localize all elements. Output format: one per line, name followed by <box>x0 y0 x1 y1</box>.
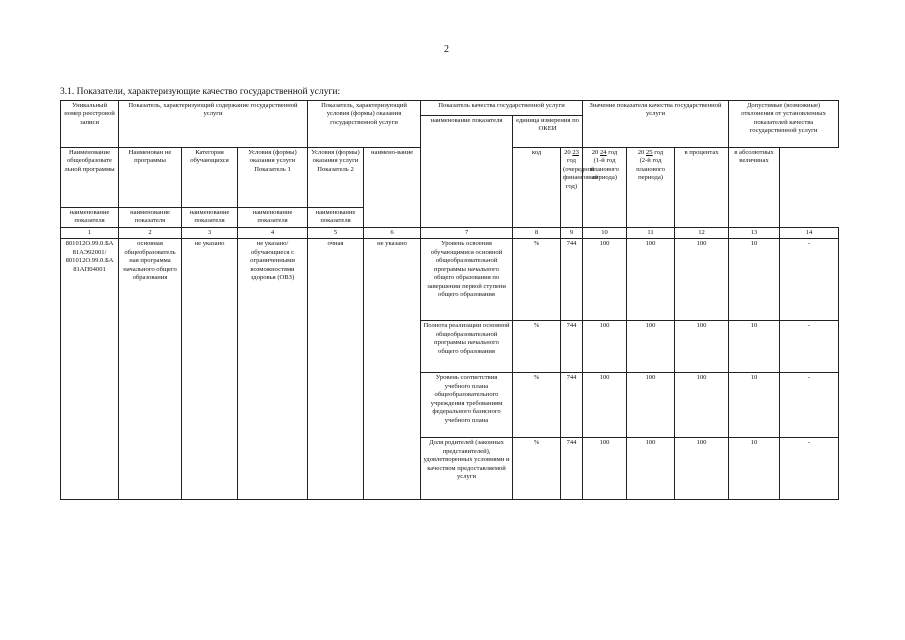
indicator-code: 744 <box>561 321 583 373</box>
indicator-value-2025: 100 <box>675 373 729 438</box>
header-year-2023: 20 23 год (очередной финансовый год) <box>561 148 583 228</box>
indicator-code: 744 <box>561 438 583 500</box>
label-indicator-3: наименование показателя <box>119 208 182 228</box>
col-num: 2 <box>119 227 182 238</box>
col-num: 11 <box>627 227 675 238</box>
col-num: 5 <box>308 227 364 238</box>
header-sub-cond1: Условия (формы) оказания услуги Показатель 1 <box>238 148 308 208</box>
indicator-unit: % <box>513 239 561 321</box>
indicator-value-2025: 100 <box>675 321 729 373</box>
label-indicator-5: наименование показателя <box>238 208 308 228</box>
header-sub-cond2: Условия (формы) оказания услуги Показатель 2 <box>308 148 364 208</box>
indicator-name: Доля родителей (законных представителей), удовлетворенных условиями и качеством предоставляемой услуги <box>421 438 513 500</box>
indicator-value-2023: 100 <box>583 373 627 438</box>
label-indicator-4: наименование показателя <box>182 208 238 228</box>
col-num: 4 <box>238 227 308 238</box>
header-unit-name: наимено-вание <box>364 148 421 228</box>
indicator-dev-absolute: - <box>780 321 839 373</box>
col-num: 14 <box>780 227 839 238</box>
header-quality-value: Значение показателя качества государственной услуги <box>583 101 729 148</box>
header-row-1 <box>61 101 839 116</box>
indicator-value-2024: 100 <box>627 373 675 438</box>
indicator-dev-absolute: - <box>780 239 839 321</box>
header-unique-number: Уникальный номер реестровой записи <box>61 101 119 148</box>
col-num: 1 <box>61 227 119 238</box>
col-num: 8 <box>513 227 561 238</box>
indicator-name: Уровень соответствия учебного плана общеобразовательного учреждения требованиям федерального базисного учебного плана <box>421 373 513 438</box>
header-unit-okei: единица измерения по ОКЕИ <box>513 116 583 148</box>
record-cond1: очная <box>308 239 364 500</box>
header-sub-program-name: Наименование общеобразовате льной программы <box>61 148 119 208</box>
indicator-value-2023: 100 <box>583 239 627 321</box>
record-program: не указано <box>182 239 238 500</box>
header-sub-category: Категория обучающихся <box>182 148 238 208</box>
header-conditions-indicator: Показатель, характеризующий условия (формы) оказания государственной услуги <box>308 101 421 148</box>
indicator-unit: % <box>513 438 561 500</box>
table-row <box>61 239 839 321</box>
label-indicator-6: наименование показателя <box>308 208 364 228</box>
indicator-value-2025: 100 <box>675 438 729 500</box>
indicator-dev-absolute: - <box>780 438 839 500</box>
col-num: 13 <box>729 227 780 238</box>
record-category: не указано/ обучающиеся с ограниченными возможностями здоровья (ОВЗ) <box>238 239 308 500</box>
indicator-value-2025: 100 <box>675 239 729 321</box>
indicator-name: Уровень освоения обучающимися основной общеобразовательной программы начального общего образования по завершении первой ступени общего образования <box>421 239 513 321</box>
header-dev-absolute: в абсолютных величинах <box>729 148 780 228</box>
indicator-dev-absolute: - <box>780 373 839 438</box>
header-indicator-name: наименование показателя <box>421 116 513 228</box>
indicator-dev-percent: 10 <box>729 321 780 373</box>
indicator-dev-percent: 10 <box>729 438 780 500</box>
indicator-dev-percent: 10 <box>729 239 780 321</box>
header-dev-percent: в процентах <box>675 148 729 228</box>
record-unique-number: 801012О.99.0.БА 81АЭ92001/ 801012О.99.0.БА 81АП04001 <box>61 239 119 500</box>
indicator-code: 744 <box>561 373 583 438</box>
col-num: 6 <box>364 227 421 238</box>
col-num: 3 <box>182 227 238 238</box>
header-year-2025: 20 25 год (2-й год планового периода) <box>627 148 675 228</box>
record-program-name: основная общеобразователь ная программа начального общего образования <box>119 239 182 500</box>
indicator-value-2023: 100 <box>583 438 627 500</box>
label-indicator-2: наименование показателя <box>61 208 119 228</box>
indicator-value-2024: 100 <box>627 438 675 500</box>
indicator-value-2024: 100 <box>627 321 675 373</box>
header-quality-indicator: Показатель качества государственной услуги <box>421 101 583 116</box>
record-cond2: не указано <box>364 239 421 500</box>
header-sub-program: Наименован не программы <box>119 148 182 208</box>
indicator-unit: % <box>513 373 561 438</box>
column-numbers-row <box>61 227 839 238</box>
col-num: 9 <box>561 227 583 238</box>
header-unit-code: код <box>513 148 561 228</box>
indicator-name: Полнота реализации основной общеобразовательной программы начального общего образования <box>421 321 513 373</box>
indicator-unit: % <box>513 321 561 373</box>
col-num: 10 <box>583 227 627 238</box>
col-num: 12 <box>675 227 729 238</box>
indicator-value-2023: 100 <box>583 321 627 373</box>
header-deviations: Допустимые (возможные) отклонения от установленных показателей качества государственной услуги <box>729 101 839 148</box>
indicator-dev-percent: 10 <box>729 373 780 438</box>
page-number: 2 <box>444 44 449 55</box>
indicator-code: 744 <box>561 239 583 321</box>
header-content-indicator: Показатель, характеризующий содержание государственной услуги <box>119 101 308 148</box>
quality-indicators-table <box>60 100 839 500</box>
indicator-value-2024: 100 <box>627 239 675 321</box>
section-title: 3.1. Показатели, характеризующие качество государственной услуги: <box>60 87 341 97</box>
col-num: 7 <box>421 227 513 238</box>
header-year-2024: 20 24 год (1-й год планового периода) <box>583 148 627 228</box>
